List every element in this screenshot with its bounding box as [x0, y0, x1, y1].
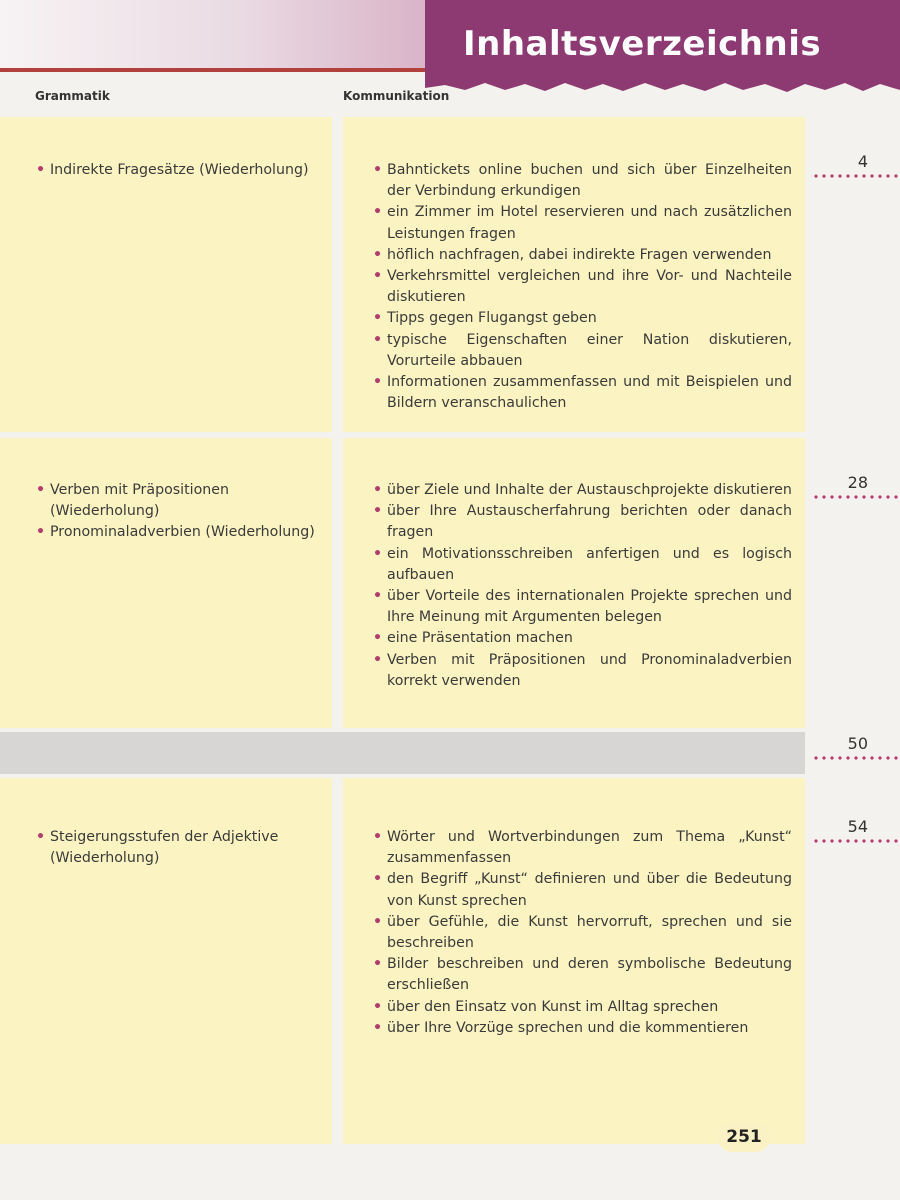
section-1-grammar-list [36, 160, 330, 181]
title-banner [425, 0, 900, 100]
list-item: • Bilder beschreiben und deren symbolische Bedeutung erschließen [373, 956, 792, 994]
section-4-grammar-list [36, 827, 320, 869]
list-item: • Bahntickets online buchen und sich über Einzelheiten der Verbindung erkundigen [373, 162, 792, 200]
page-ref-1[interactable] [812, 152, 900, 182]
page-ref-4[interactable] [812, 817, 900, 847]
list-item: • Informationen zusammenfassen und mit Beispielen und Bildern veranschaulichen [373, 374, 792, 412]
page-number: 251 [718, 1122, 770, 1152]
page-ref-number: 54 [847, 817, 868, 836]
list-item: • über Ihre Vorzüge sprechen und die kommentieren [373, 1019, 749, 1036]
list-item: • Verben mit Präpositionen und Pronominaladverbien korrekt verwenden [373, 651, 792, 689]
list-item: • Indirekte Fragesätze (Wiederholung) [36, 162, 309, 178]
dotted-leader [812, 495, 900, 499]
page-ref-2[interactable] [812, 473, 900, 503]
page-title: Inhaltsverzeichnis [463, 24, 822, 64]
list-item: • Verkehrsmittel vergleichen und ihre Vor- und Nachteile diskutieren [373, 268, 792, 306]
list-item: • Steigerungsstufen der Adjektive (Wiederholung) [36, 829, 279, 867]
page-ref-number: 28 [847, 473, 868, 492]
section-2-communication-list [373, 480, 792, 692]
section-2-grammar-list [36, 480, 320, 544]
section-3-bar [0, 732, 805, 774]
dotted-leader [812, 839, 900, 843]
section-4-communication-list [373, 827, 792, 1039]
page-ref-number: 50 [847, 734, 868, 753]
header-band [0, 0, 430, 70]
list-item: • Wörter und Wortverbindungen zum Thema „Kunst“ zusammenfassen [373, 829, 792, 867]
list-item: • über Ihre Austauscherfahrung berichten oder danach fragen [373, 503, 792, 541]
list-item: • über den Einsatz von Kunst im Alltag sprechen [373, 998, 719, 1015]
list-item: • typische Eigenschaften einer Nation diskutieren, Vorurteile abbauen [373, 331, 792, 369]
list-item: • über Gefühle, die Kunst hervorruft, sprechen und sie beschreiben [373, 913, 792, 952]
list-item: • über Ziele und Inhalte der Austauschprojekte diskutieren [373, 482, 792, 498]
list-item: • über Vorteile des internationalen Projekte sprechen und Ihre Meinung mit Argumenten belegen [373, 588, 792, 626]
header-rule [0, 68, 430, 72]
section-1-communication-list [373, 160, 792, 414]
list-item: • Pronominaladverbien (Wiederholung) [36, 524, 315, 541]
column-header-communication: Kommunikation [343, 89, 450, 103]
list-item: • Tipps gegen Flugangst geben [373, 310, 597, 327]
page-ref-number: 4 [857, 152, 868, 171]
list-item: • Verben mit Präpositionen (Wiederholung) [36, 482, 229, 520]
list-item: • ein Motivationsschreiben anfertigen und es logisch aufbauen [373, 545, 792, 583]
list-item: • den Begriff „Kunst“ definieren und über die Bedeutung von Kunst sprechen [373, 871, 792, 909]
list-item: • ein Zimmer im Hotel reservieren und nach zusätzlichen Leistungen fragen [373, 204, 792, 242]
page-ref-3[interactable] [812, 734, 900, 764]
dotted-leader [812, 174, 900, 178]
dotted-leader [812, 756, 900, 760]
column-header-grammar: Grammatik [35, 89, 110, 103]
list-item: • eine Präsentation machen [373, 630, 573, 647]
list-item: • höflich nachfragen, dabei indirekte Fragen verwenden [373, 246, 772, 263]
